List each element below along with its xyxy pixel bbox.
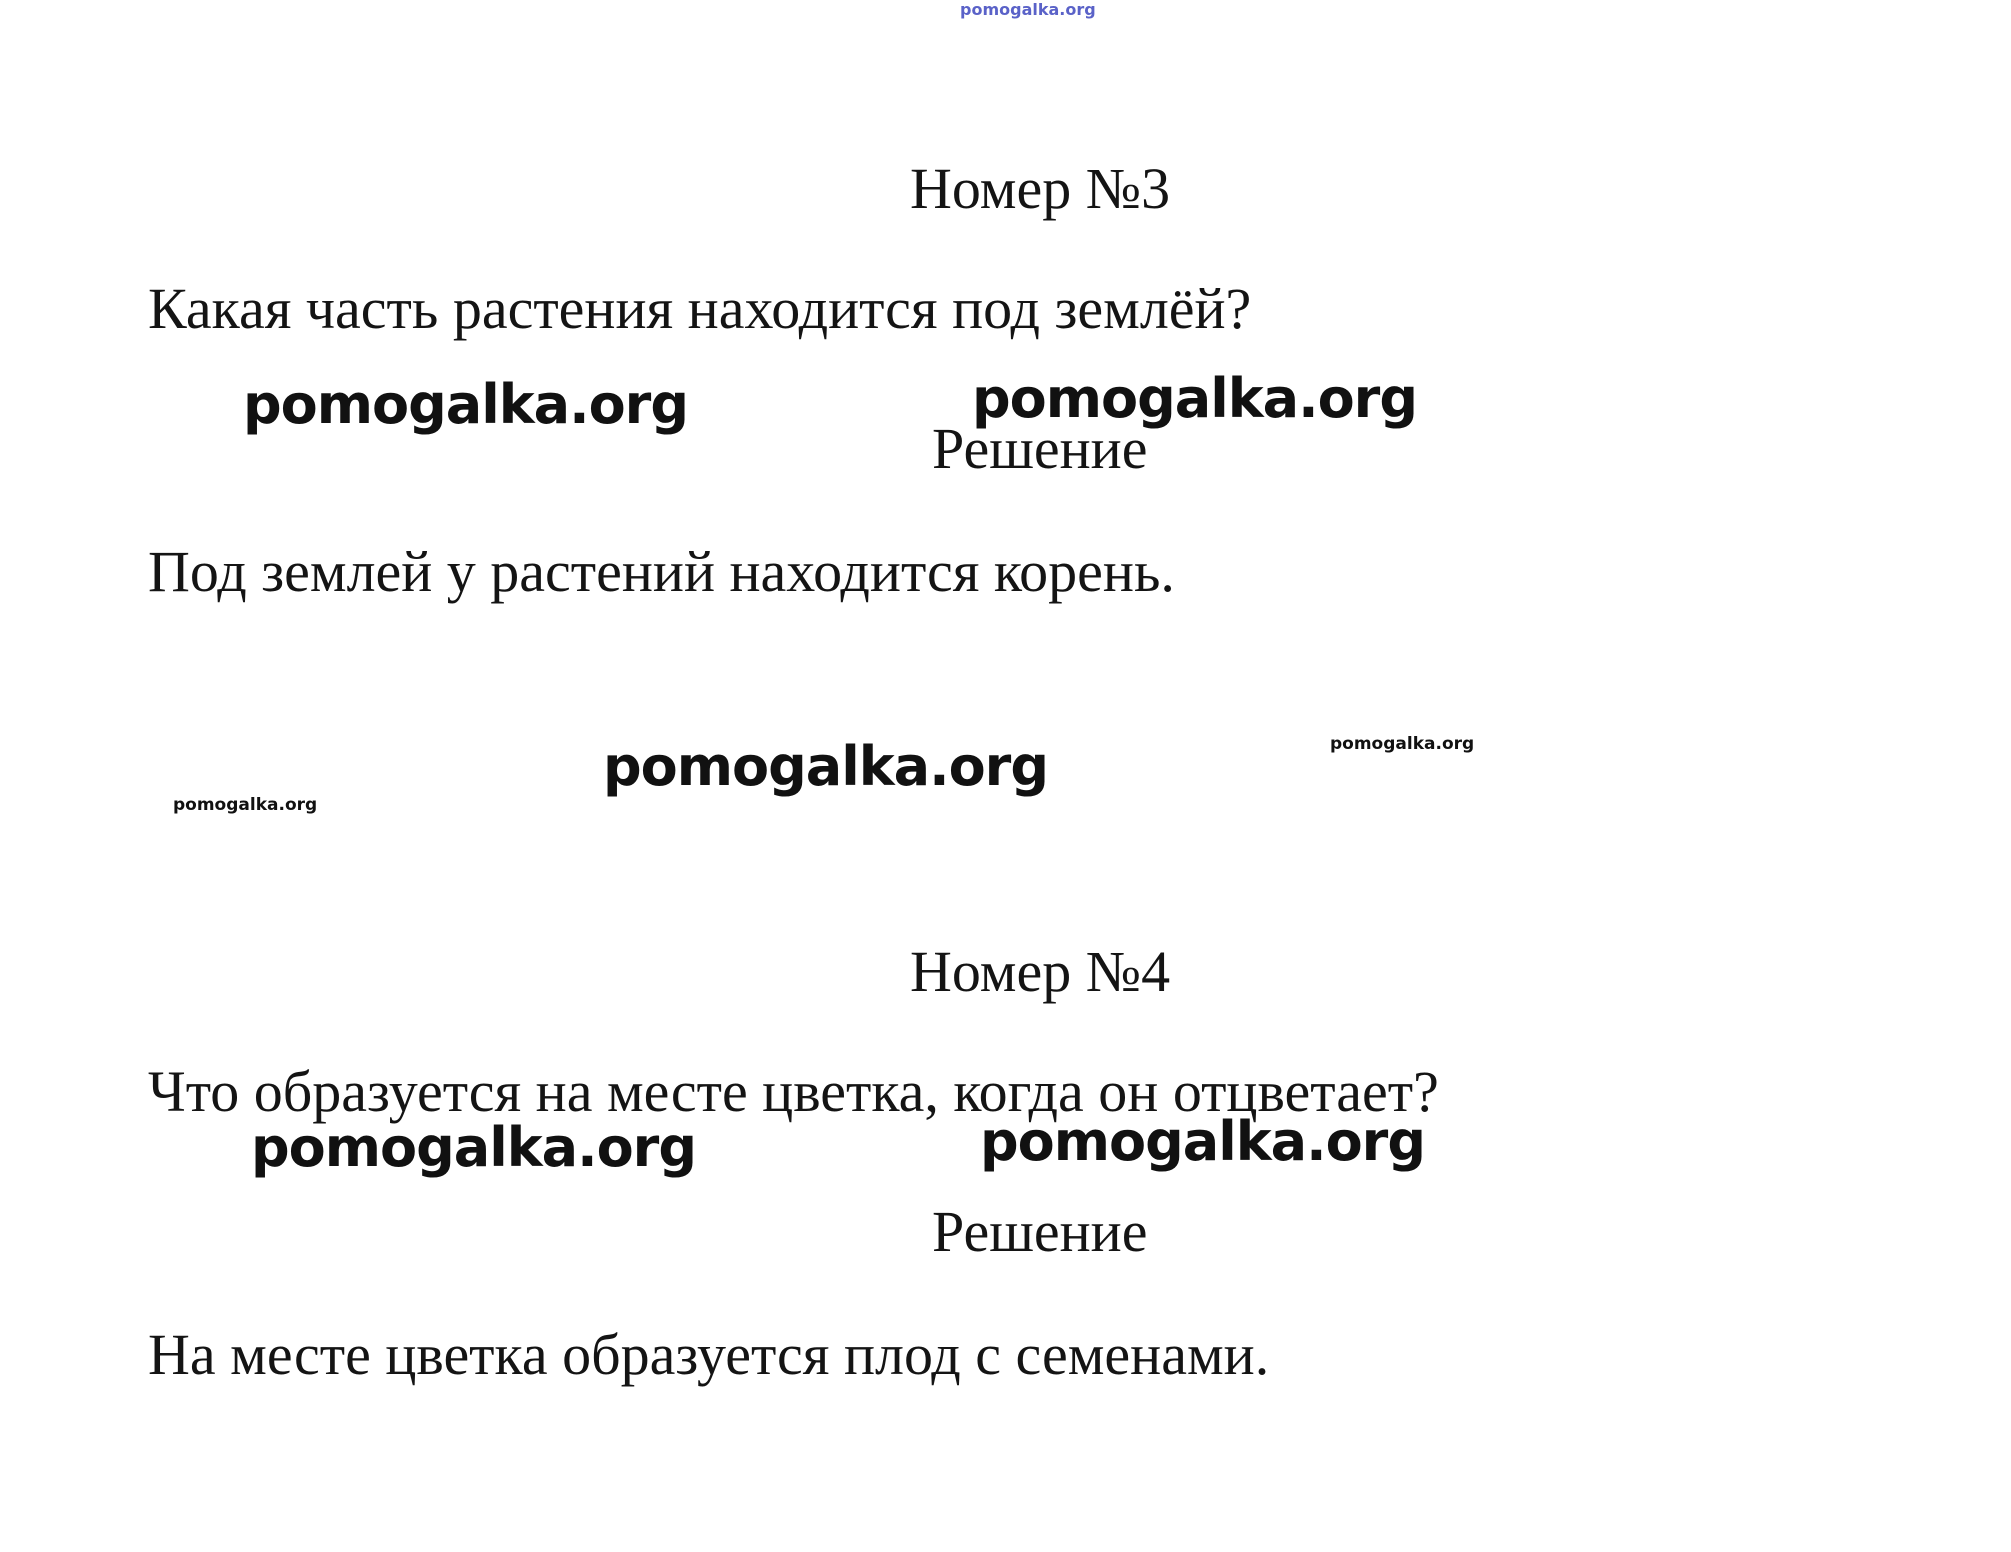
- task3-solution-label: Решение: [932, 416, 1148, 481]
- watermark-1: pomogalka.org: [243, 373, 688, 436]
- watermark-4: pomogalka.org: [1330, 734, 1475, 754]
- task3-answer: Под землей у растений находится корень.: [148, 539, 1175, 604]
- task4-answer: На месте цветка образуется плод с семенами.: [148, 1322, 1270, 1387]
- watermark-6: pomogalka.org: [251, 1116, 696, 1179]
- watermark-2: pomogalka.org: [972, 367, 1417, 430]
- task3-heading: Номер №3: [910, 156, 1171, 221]
- top-watermark: pomogalka.org: [960, 0, 1096, 19]
- task4-solution-label: Решение: [932, 1199, 1148, 1264]
- watermark-7: pomogalka.org: [980, 1110, 1425, 1173]
- watermark-5: pomogalka.org: [173, 795, 318, 815]
- task3-question: Какая часть растения находится под землёй?: [148, 276, 1252, 341]
- watermark-3: pomogalka.org: [603, 735, 1048, 798]
- task4-question: Что образуется на месте цветка, когда он отцветает?: [148, 1059, 1439, 1124]
- task4-heading: Номер №4: [910, 939, 1171, 1004]
